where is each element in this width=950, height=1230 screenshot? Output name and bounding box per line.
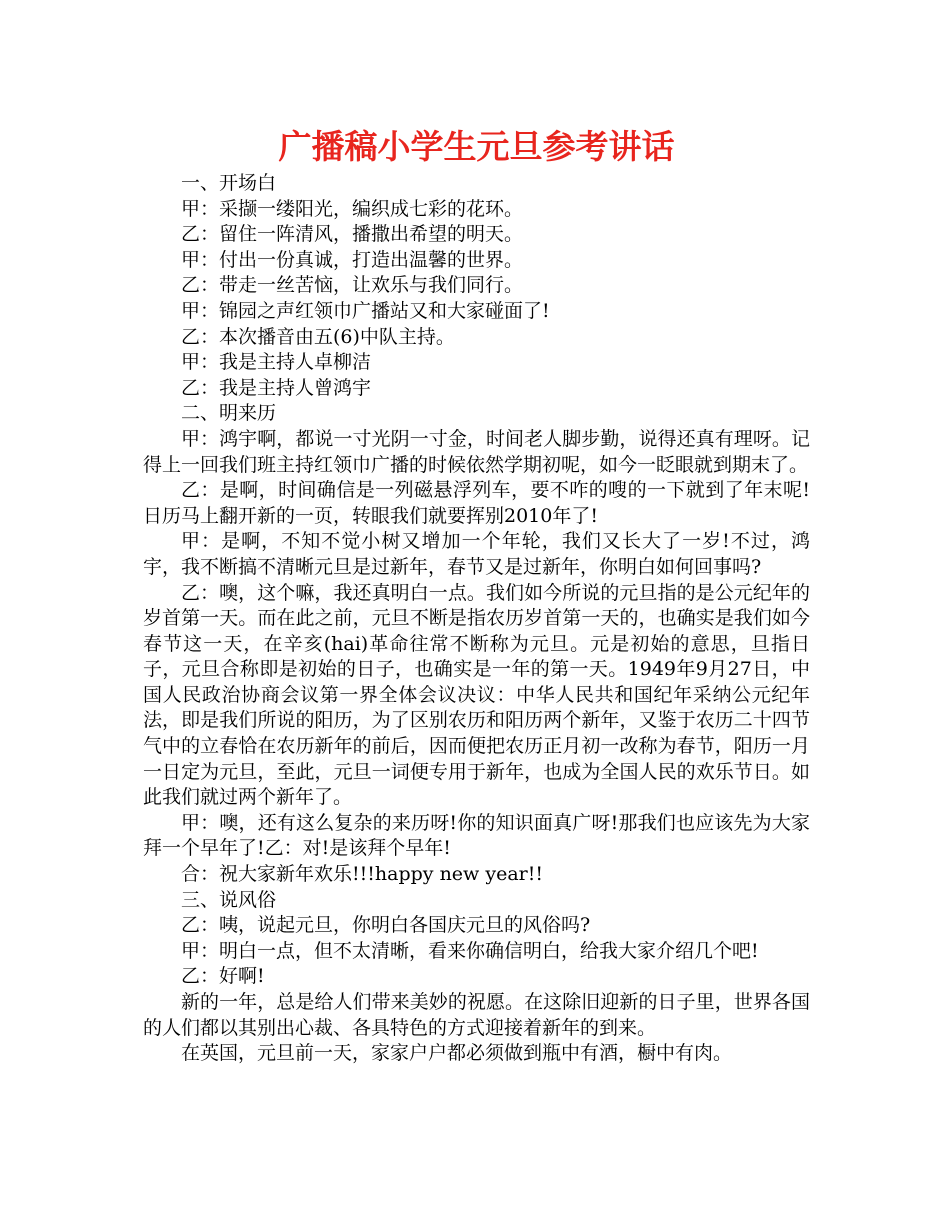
paragraph: 三、说风俗 [181, 888, 277, 911]
paragraph: 乙：本次播音由五(6)中队主持。 [181, 325, 455, 348]
paragraph: 甲：鸿宇啊，都说一寸光阴一寸金，时间老人脚步勤，说得还真有理呀。记得上一回我们班主持红领巾广播的时候依然学期初呢，如今一眨眼就到期末了。 [143, 427, 810, 476]
paragraph: 甲：采撷一缕阳光，编织成七彩的花环。 [181, 197, 524, 220]
paragraph: 乙：我是主持人曾鸿宇 [181, 376, 372, 399]
paragraph: 甲：我是主持人卓柳洁 [181, 351, 372, 374]
paragraph: 乙：是啊，时间确信是一列磁悬浮列车，要不咋的嗖的一下就到了年末呢!日历马上翻开新的一页，转眼我们就要挥别2010年了! [143, 479, 810, 527]
document-title: 广播稿小学生元旦参考讲话 [278, 127, 675, 166]
paragraph: 乙：好啊! [181, 965, 265, 988]
paragraph: 甲：噢，还有这么复杂的来历呀!你的知识面真广呀!那我们也应该先为大家拜一个早年了!乙：对!是该拜个早年! [143, 811, 810, 860]
paragraph: 甲：锦园之声红领巾广播站又和大家碰面了! [181, 299, 550, 322]
paragraph: 甲：明白一点，但不太清晰，看来你确信明白，给我大家介绍几个吧! [181, 939, 759, 962]
paragraph: 在英国，元旦前一天，家家户户都必须做到瓶中有酒，橱中有肉。 [181, 1042, 733, 1065]
paragraph: 乙：带走一丝苦恼，让欢乐与我们同行。 [181, 274, 524, 297]
paragraph: 乙：噢，这个嘛，我还真明白一点。我们如今所说的元旦指的是公元纪年的岁首第一天。而在此之前，元旦不断是指农历岁首第一天的，也确实是我们如今春节这一天，在辛亥(hai)革命往常不断称为元旦。元是初始的意思，旦指日子，元旦合称即是初始的日子，也确实是一年的第一天。1949年9月27日，中国人民政治协商会议第一界全体会议决议：中华人民共和国纪年采纳公元纪年法，即是我们所说的阳历，为了区别农历和阳历两个新年，又鉴于农历二十四节气中的立春恰在农历新年的前后，因而便把农历正月初一改称为春节，阳历一月一日定为元旦，至此，元旦一词便专用于新年，也成为全国人民的欢乐节日。如此我们就过两个新年了。 [143, 581, 810, 809]
paragraph: 甲：是啊，不知不觉小树又增加一个年轮，我们又长大了一岁!不过，鸿宇，我不断搞不清晰元旦是过新年，春节又是过新年，你明白如何回事吗? [143, 530, 810, 578]
paragraph: 甲：付出一份真诚，打造出温馨的世界。 [181, 248, 524, 271]
paragraph: 乙：留住一阵清风，播撒出希望的明天。 [181, 223, 524, 246]
document-page [143, 123, 810, 1067]
paragraph: 一、开场白 [181, 172, 277, 194]
paragraph: 乙：咦，说起元旦，你明白各国庆元旦的风俗吗? [181, 914, 591, 937]
paragraph: 二、明来历 [181, 402, 277, 425]
paragraph: 新的一年，总是给人们带来美妙的祝愿。在这除旧迎新的日子里，世界各国的人们都以其别出心裁、各具特色的方式迎接着新年的到来。 [143, 991, 810, 1039]
document-body [143, 171, 810, 1067]
paragraph: 合：祝大家新年欢乐!!!happy new year!! [181, 863, 544, 886]
